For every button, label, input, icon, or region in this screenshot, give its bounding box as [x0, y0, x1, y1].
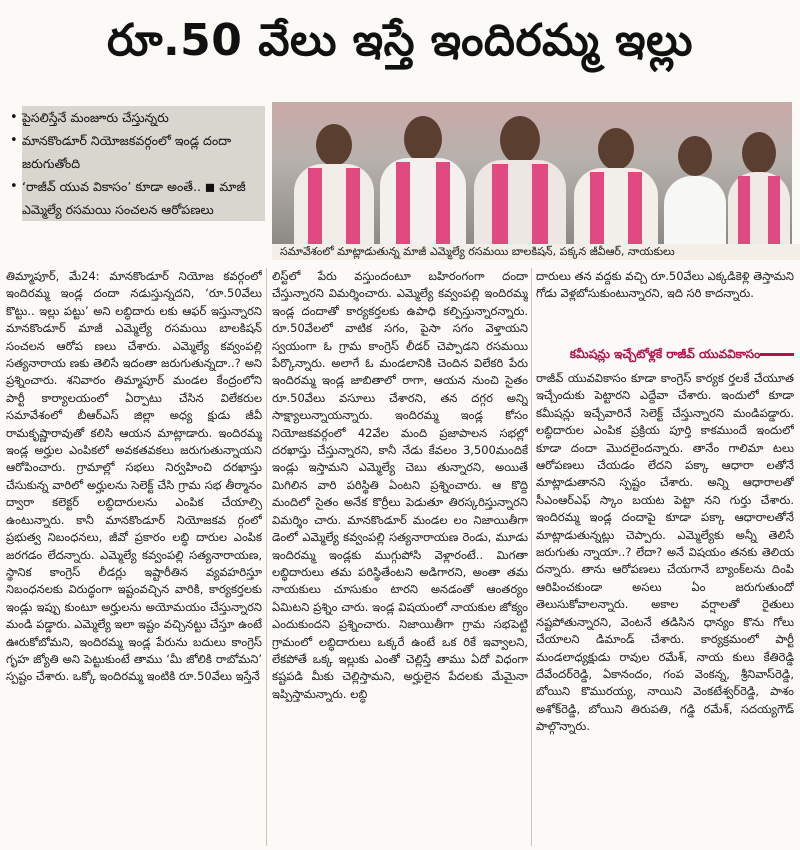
photo-caption: సమావేశంలో మాట్లాడుతున్న మాజీ ఎమ్మెల్యే రసమయి బాలకిషన్, పక్కన జీవీఆర్, నాయకులు: [272, 244, 800, 260]
person-figure: [294, 102, 374, 244]
headline: రూ.50 వేలు ఇస్తే ఇందిరమ్మ ఇల్లు: [106, 15, 694, 66]
bullet-text: ‘రాజీవ్ యువ వికాసం’ కూడా అంతే.. ◼ మాజీ ఎమ్మెల్యే రసమయి సంచలన ఆరోపణలు: [22, 175, 265, 221]
person-figure: [574, 102, 658, 244]
bullet-item: [10, 129, 265, 175]
article-column-2: లిస్ట్‌లో పేరు వస్తుందంటూ బహిరంగంగా దందా చేస్తున్నారని విమర్శించారు. ఎమ్మెల్యే కవ్వంపల్లి ఇందిరమ్మ ఇండ్ల దందాతో కార్యకర్తలకు ఉపాధి కల్పిస్తున్నారన్నారు. రూ.50వేలలో వాటిక సగం, పైసా సగం వెళ్తాయని స్వయంగా ఓ గ్రామ కాంగ్రెస్ లీడర్ చెప్పాడని రసమయి పేర్కొన్నారు. అలాగే ఓ మండలానికి చెందిన విలేకరి పేరు ఇందిరమ్మ ఇండ్ల జాబితాలో రాగా, ఆయన నుంచి సైతం రూ.50వేలు వసూలు చేశారని, తన దగ్గర అన్ని సాక్ష్యాలున్నాయన్నారు. ఇందిరమ్మ ఇండ్ల కోసం నియోజకవర్గంలో 42వేల మంది ప్రజాపాలన సభల్లో దరఖాస్తు చేస్తున్నారని, కానీ నేడు కేవలం 3,500మందికే ఇండ్లు ఇస్తామని ఎమ్మెల్యే చెబు తున్నారని, అయితే మిగిలిన వారి పరిస్థితి ఏంటని ప్రశ్నించారు. ఆ కొద్ది మందిలో సైతం అనేక కొర్రీలు పెడుతూ తిరస్కరిస్తున్నారని విమర్శిం చారు. మానకొండూర్ మండల లం నిజాయితీగా డెంలో ఎమ్మెల్యే కవ్వంపల్లి సత్యనారాయణ రెండు, మూడు ఇందిరమ్మ ఇండ్లకు ముగ్గుపోసి వెళ్లారంటే.. మిగతా లబ్ధిదారులు తమ పరిస్థితేంటని అడిగారని, అంతా తమ నాయకులు చూసుకుం టారని అనడంతో ఆంతర్యం ఏమిటని ప్రశ్నిం చారు. ఇండ్ల విషయంలో నాయకుల జోక్యం ఎందుకుందని ప్రశ్నించారు. నిజాయితీగా గ్రామ సభపెట్టి గ్రామంలో లబ్ధిదారులు ఒక్కరే ఉంటే ఒక రికే ఇవ్వాలని, లేకపోతే ఒక్క ఇల్లుకు ఎంతో చెల్లిస్తే తాము ఏదో విధంగా కష్టపడి మీకు చెల్లిస్తామని, అర్హులైన పేదలకు మేమైనా ఇప్పిస్తామన్నారు. లబ్ధి: [272, 269, 528, 701]
bullet-item: [10, 175, 265, 221]
column-divider: [266, 268, 267, 846]
person-figure: [728, 102, 790, 244]
bullet-icon: •: [10, 133, 18, 148]
person-figure: [380, 102, 466, 244]
bullet-text: పైసలిస్తేనే మంజూరు చేస్తున్నరు: [22, 106, 265, 129]
bullet-text: మానకొండూర్ నియోజకవర్గంలో ఇండ్ల దందా జరుగుతోంది: [22, 129, 265, 175]
bullet-item: [10, 106, 265, 129]
bullet-icon: •: [10, 110, 18, 125]
subheading: [536, 344, 794, 364]
subheading-text: కమీషన్లు ఇచ్చేటోళ్లకే రాజీవ్ యువవికాసం: [569, 347, 761, 361]
subheading-rule: [760, 353, 794, 356]
bullet-list: [10, 106, 265, 254]
bullet-icon: •: [10, 179, 18, 194]
article-column-3: రాజీవ్ యువవికాసం కూడా కాంగ్రెస్ కార్యక ర్తలకే చేయూత ఇచ్చేందుకు పెట్టారని ఎద్దేవా చేశారు. ఇందులో కూడా కమీషన్లు ఇచ్చేవారినే సెలెక్ట్ చేస్తున్నారని మండిపడ్డారు. లబ్ధిదారుల ఎంపిక ప్రక్రియ పూర్తి కాకముందే ఇందులో కూడా దందా మొదలైందన్నారు. తానేం గాలిమా టలు ఆరోపణలు చేయడం లేదని పక్కా ఆధారా లతోనే మాట్లాడుతానని స్పష్టం చేశారు. అన్ని ఆధారాలతో సీఎంఆర్ఎఫ్ స్కాం బయట పెట్టా నని గుర్తు చేశారు. ఇందిరమ్మ ఇండ్ల దందాపై కూడా పక్కా ఆధారాలతోనే మాట్లాడుతున్నట్లు చెప్పారు. ఎమ్మెల్యేకు అన్నీ తెలిసే జరుగుతు న్నాయా..? లేదా? అనే విషయం తనకు తెలియ దన్నారు. తాను ఆరోపణలు చేయగానే బ్యాంక్‌లను దింపి ఆరిపించకుండా అసలు ఏం జరుగుతుందో తెలుసుకోవాలన్నారు. అకాల వర్షాలతో రైతులు నష్టపోతున్నారని, వెంటనే తడిసిన ధాన్యం కొను గోలు చేయాలని డిమాండ్ చేశారు. కార్యక్రమంలో పార్టీ మండలాధ్యక్షుడు రావుల రమేశ్, నాయ కులు కేతిరెడ్డి దేవేందర్‌రెడ్డి, ఏకానందం, గంప వెంకన్న, శ్రీనివాస్‌రెడ్డి, బోయిని కొమురయ్య, నాయిని వెంకటేశ్వర్‌రెడ్డి, పాశం అశోక్‌రెడ్డి, బోయిని తిరుపతి, గడ్డి రమేశ్, సదయ్యగౌడ్ పాల్గొన్నారు.: [536, 371, 794, 734]
press-meet-photo: [272, 102, 792, 244]
column-divider: [531, 268, 532, 846]
article-column-1: తిమ్మాపూర్, మే24: మానకొండూర్ నియోజ కవర్గంలో ఇందిరమ్మ ఇండ్ల దందా నడుస్తున్నదని, ‘రూ.50వేలు కొట్టు.. ఇల్లు పట్టు’ అని లబ్ధిదారు లకు ఆఫర్ ఇస్తున్నారని మానకొండూర్ మాజీ ఎమ్మెల్యే రసమయి బాలకిషన్ సంచలన ఆరోప ణలు చేశారు. ఎమ్మెల్యే కవ్వంపల్లి సత్యనారాయ ణకు తెలిసే ఇదంతా జరుగుతున్నదా..? అని ప్రశ్నించారు. శనివారం తిమ్మాపూర్ మండల కేంద్రంలోని పార్టీ కార్యాలయంలో ఏర్పాటు చేసిన విలేకరుల సమావేశంలో బీఆర్ఎస్ జిల్లా అధ్య క్షుడు జీవీ రామకృష్ణారావుతో కలిసి ఆయన మాట్లాడారు. ఇందిరమ్మ ఇండ్ల అర్హుల ఎంపికలో అవకతవకలు జరుగుతున్నాయని ఆరోపించారు. గ్రామాల్లో సభలు నిర్వహించి దరఖాస్తు చేసుకున్న వారిలో అర్హులను సెలెక్ట్ చేసి గ్రామ సభ తీర్మానం ద్వారా కలెక్టర్ లబ్ధిదారులను ఎంపిక చేయాల్సి ఉంటున్నారు. కానీ మానకొండూర్ నియోజకవ ర్గంలో ప్రభుత్వ నిబంధనలు, జీవో ప్రకారం లబ్ధి దారుల ఎంపిక జరగడం లేదన్నారు. ఎమ్మెల్యే కవ్వంపల్లి సత్యనారాయణ, స్థానిక కాంగ్రెస్ లీడర్లు ఇష్టారీతిన వ్యవహరిస్తూ నిబంధనలకు విరుద్ధంగా ఇష్టంవచ్చిన వారికి, కార్యకర్తలకు ఇండ్లు ఇప్పు కుంటూ అర్హులను అయోమయం చేస్తున్నారని మండి పడ్డారు. ఎమ్మెల్యే ఇలా ఇష్టం వచ్చినట్టు చేస్తూ ఉంటే ఊరుకోబోమని, ఇందిరమ్మ ఇండ్ల పేరును బదులు కాంగ్రెస్ గృహ జ్యోతి అని పెట్టుకుంటే తాము ‘మీ జోలికి రాబోమని’ స్పష్టం చేశారు. ఒక్కో ఇందిరమ్మ ఇంటికి రూ.50వేలు ఇస్తేనే: [6, 269, 262, 684]
person-figure: [474, 102, 566, 244]
article-column-3-top: దారులు తన వద్దకు వచ్చి రూ.50వేలు ఎక్కడికెళ్లి తెస్తామని గోడు వెళ్లబోసుకుంటున్నారని, ఇది సరి కాదన్నారు.: [536, 269, 794, 301]
person-figure: [664, 102, 726, 244]
